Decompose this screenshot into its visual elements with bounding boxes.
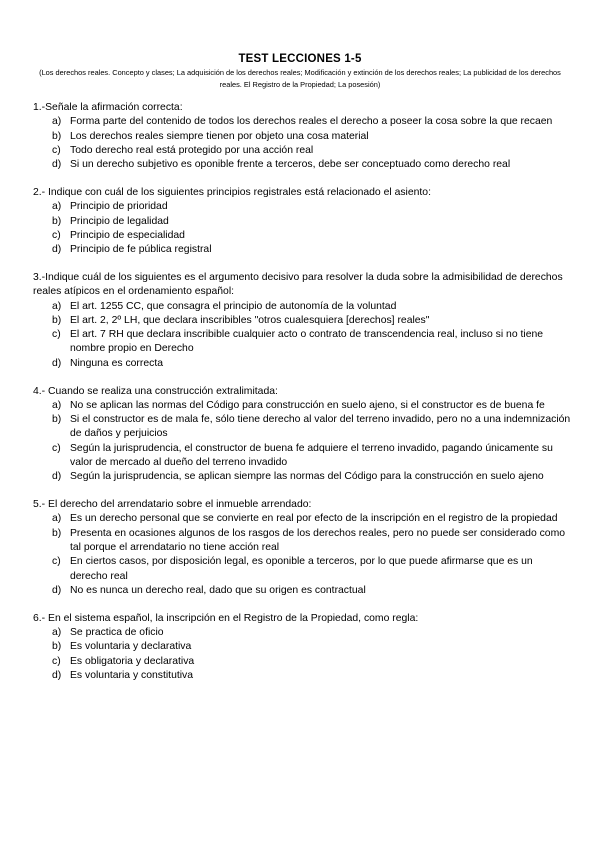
option-item: [33, 470, 573, 484]
option-list: [33, 512, 573, 598]
option-list: [33, 115, 573, 172]
option-label: b): [52, 314, 62, 326]
option-text: Es un derecho personal que se convierte en real por efecto de la inscripción en el registro de la propiedad: [70, 513, 558, 525]
option-text: Los derechos reales siempre tienen por objeto una cosa material: [70, 130, 369, 142]
option-item: [33, 512, 573, 526]
option-item: [33, 442, 573, 471]
option-text: Presenta en ocasiones algunos de los rasgos de los derechos reales, pero no puede ser considerado como tal porque el arrendatario no tiene acción real: [70, 527, 566, 554]
option-text: Es voluntaria y declarativa: [70, 641, 192, 653]
option-item: [33, 130, 573, 144]
option-text: Se practica de oficio: [70, 627, 164, 638]
option-label: b): [52, 215, 62, 227]
option-item: [33, 555, 573, 584]
option-item: [33, 357, 573, 371]
option-text: El art. 7 RH que declara inscribible cualquier acto o contrato de transcendencia real, incluso si no tiene nombre propio en Derecho: [70, 329, 544, 355]
option-item: [33, 314, 573, 328]
option-item: [33, 655, 573, 669]
question-list: [33, 101, 573, 697]
option-item: [33, 640, 573, 654]
option-label: a): [52, 300, 62, 312]
option-label: b): [52, 641, 62, 653]
option-label: b): [52, 414, 62, 426]
option-text: Es obligatoria y declarativa: [70, 655, 195, 667]
option-text: Ninguna es correcta: [70, 357, 163, 369]
option-label: d): [52, 357, 62, 369]
option-text: Principio de prioridad: [70, 201, 168, 213]
question-text: 6.- En el sistema español, la inscripción en el Registro de la Propiedad, como regla:: [33, 612, 419, 624]
option-label: c): [52, 556, 61, 568]
option-item: [33, 300, 573, 314]
option-text: El art. 2, 2º LH, que declara inscribibles "otros cualesquiera [derechos] reales": [70, 314, 430, 326]
option-text: Según la jurisprudencia, el constructor de buena fe adquiere el terreno invadido, pagando únicamente su valor de mercado al dueño del terreno invadido: [70, 442, 553, 469]
option-item: [33, 158, 573, 172]
question-4: [33, 385, 573, 485]
option-text: Todo derecho real está protegido por una acción real: [70, 144, 314, 156]
option-item: [33, 229, 573, 243]
option-item: [33, 413, 573, 442]
question-text: 1.-Señale la afirmación correcta:: [33, 102, 183, 113]
question-3: [33, 271, 573, 371]
option-item: [33, 115, 573, 129]
option-text: Forma parte del contenido de todos los derechos reales el derecho a poseer la cosa sobre la que recaen: [70, 116, 553, 128]
option-label: a): [52, 513, 62, 525]
option-text: Principio de especialidad: [70, 229, 185, 241]
option-list: [33, 300, 573, 371]
option-item: [33, 328, 573, 357]
option-label: d): [52, 244, 62, 256]
question-text: 3.-Indique cuál de los siguientes es el argumento decisivo para resolver la duda sobre la admisibilidad de derechos reales atípicos en el ordenamiento español:: [33, 271, 563, 298]
option-text: Principio de fe pública registral: [70, 244, 212, 256]
option-label: a): [52, 201, 62, 213]
option-text: Si el constructor es de mala fe, sólo tiene derecho al valor del terreno invadido, pero no a una indemnización de daños y perjuicios: [70, 414, 571, 440]
option-label: b): [52, 130, 62, 142]
option-label: a): [52, 627, 62, 638]
option-text: En ciertos casos, por disposición legal, es oponible a terceros, por lo que puede afirmarse que es un derecho real: [70, 556, 533, 582]
option-label: c): [52, 329, 61, 341]
option-label: c): [52, 655, 61, 667]
option-list: [33, 399, 573, 485]
option-text: Si un derecho subjetivo es oponible frente a terceros, debe ser conceptuado como derecho real: [70, 159, 511, 171]
question-6: [33, 612, 573, 683]
option-text: No es nunca un derecho real, dado que su origen es contractual: [70, 584, 366, 596]
question-1: [33, 101, 573, 172]
option-text: No se aplican las normas del Código para construcción en suelo ajeno, si el constructor es de buena fe: [70, 399, 545, 411]
question-2: [33, 186, 573, 257]
option-text: Principio de legalidad: [70, 215, 169, 227]
option-item: [33, 215, 573, 229]
option-label: d): [52, 471, 62, 483]
question-5: [33, 498, 573, 598]
question-text: 5.- El derecho del arrendatario sobre el inmueble arrendado:: [33, 499, 312, 511]
option-text: Según la jurisprudencia, se aplican siempre las normas del Código para la construcción en suelo ajeno: [70, 471, 544, 483]
option-list: [33, 200, 573, 257]
option-item: [33, 144, 573, 158]
option-list: [33, 626, 573, 683]
option-item: [33, 200, 573, 214]
option-text: El art. 1255 CC, que consagra el principio de autonomía de la voluntad: [70, 300, 397, 312]
option-item: [33, 527, 573, 556]
option-label: b): [52, 527, 62, 539]
question-text: 2.- Indique con cuál de los siguientes principios registrales está relacionado el asiento:: [33, 186, 431, 198]
option-label: c): [52, 144, 61, 156]
option-item: [33, 399, 573, 413]
question-text: 4.- Cuando se realiza una construcción extralimitada:: [33, 385, 278, 397]
option-item: [33, 243, 573, 257]
option-item: [33, 584, 573, 598]
option-label: a): [52, 116, 62, 128]
option-label: c): [52, 442, 61, 454]
page-subtitle: (Los derechos reales. Concepto y clases; La adquisición de los derechos reales; Modificación y extinción de los derechos reales; La publicidad de los derechos reales. El Registro de la Propiedad; La posesión): [39, 68, 561, 89]
option-label: d): [52, 159, 62, 171]
option-text: Es voluntaria y constitutiva: [70, 669, 194, 681]
option-label: a): [52, 399, 62, 411]
page-title: TEST LECCIONES 1-5: [238, 53, 362, 65]
option-label: d): [52, 669, 62, 681]
option-item: [33, 669, 573, 683]
option-label: d): [52, 584, 62, 596]
option-label: c): [52, 229, 61, 241]
option-item: [33, 626, 573, 640]
